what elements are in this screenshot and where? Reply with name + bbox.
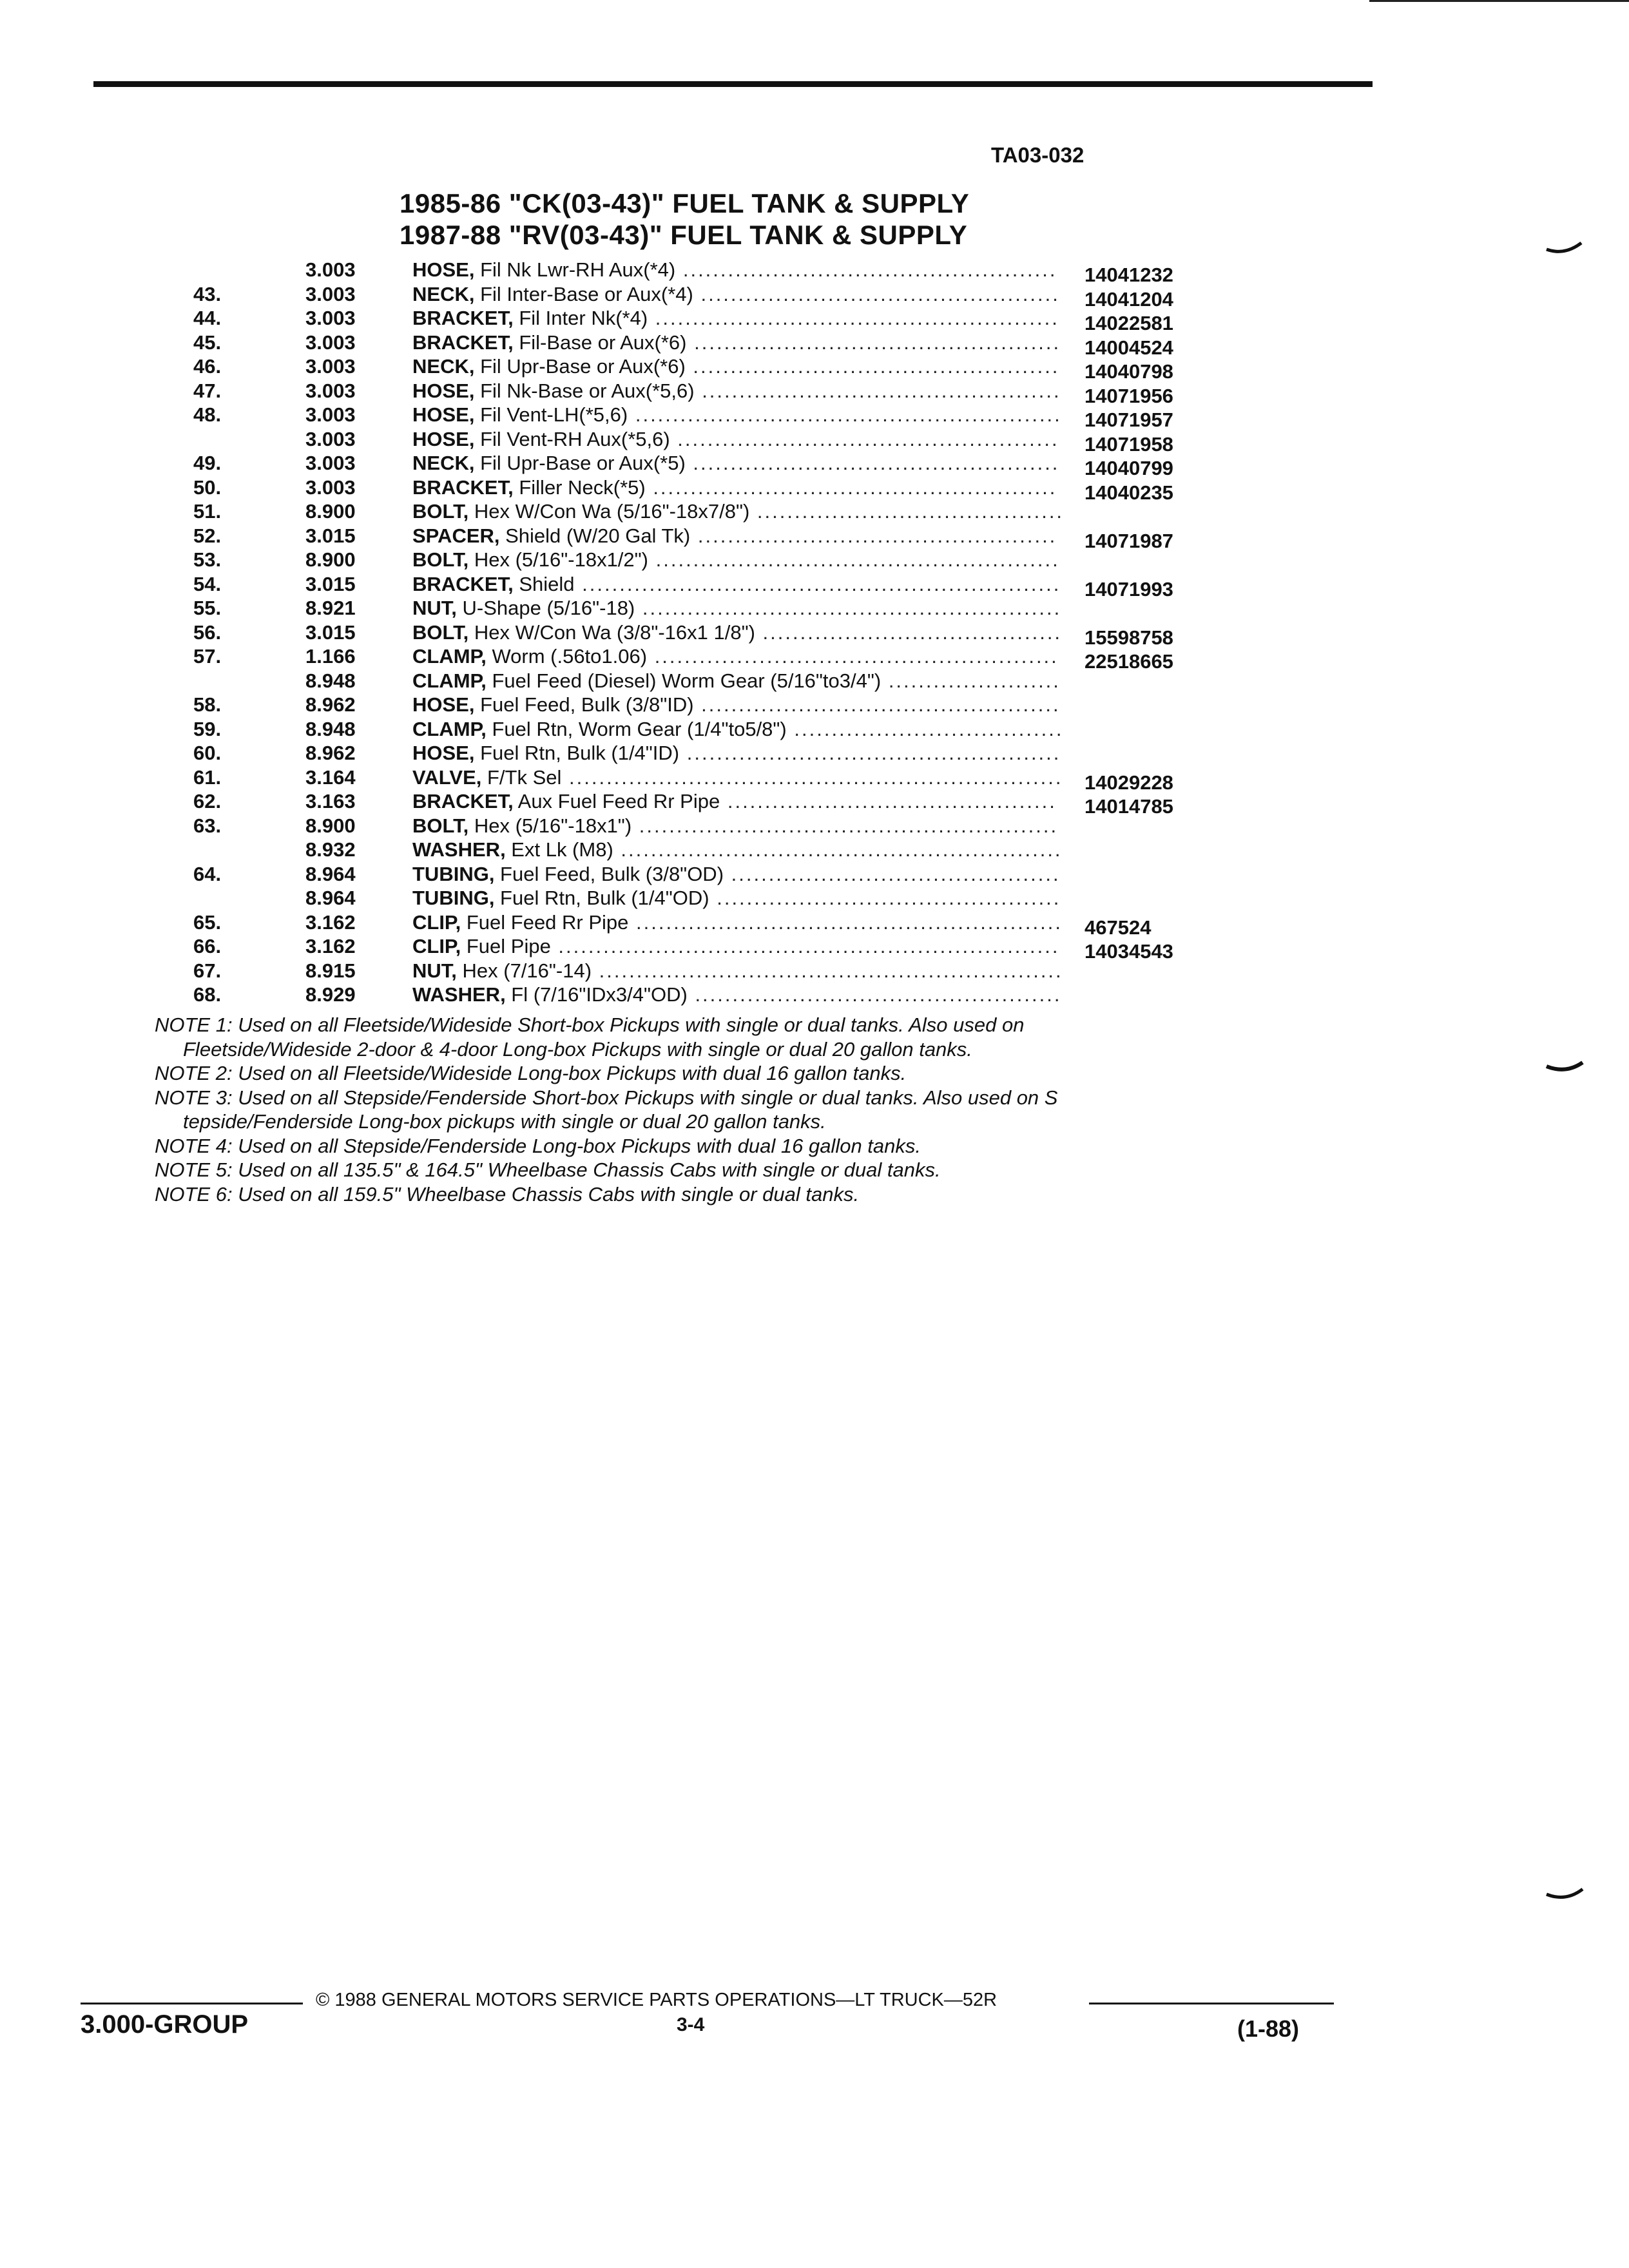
note-4: NOTE 4: Used on all Stepside/Fenderside Long-box Pickups with dual 16 gallon tanks. [155,1134,921,1157]
parts-row [0,572,1629,601]
item-number: 68. [193,983,222,1006]
item-number: 63. [193,814,222,837]
notes-block [155,1013,1057,1206]
page-title-2: 1987-88 "RV(03-43)" FUEL TANK & SUPPLY [400,220,968,250]
part-name: NECK, [412,452,475,474]
part-detail: Fil Upr-Base or Aux(*5) [474,452,686,474]
group-number: 8.900 [305,500,356,523]
part-name: WASHER, [412,983,506,1006]
part-name: BOLT, [412,814,469,837]
leader-dots: ........................................................ [635,597,1062,619]
part-detail: Ext Lk (M8) [505,838,613,861]
part-name: NECK, [412,282,475,305]
part-name: TUBING, [412,862,495,885]
part-name: HOSE, [412,258,475,281]
part-number: 22518665 [1084,650,1173,673]
part-description [412,983,1061,1006]
parts-row [0,959,1629,983]
group-number: 8.962 [305,693,356,716]
item-number: 43. [193,282,222,305]
part-description [412,572,1061,596]
parts-row [0,451,1629,479]
part-name: HOSE, [412,427,475,450]
parts-row [0,258,1629,286]
group-number: 3.003 [305,427,356,450]
part-number: 14071958 [1084,432,1173,456]
note-6: NOTE 6: Used on all 159.5" Wheelbase Chassis Cabs with single or dual tanks. [155,1182,860,1206]
part-description [412,499,1064,523]
footer-copyright: © 1988 GENERAL MOTORS SERVICE PARTS OPERATIONS—LT TRUCK—52R [316,1990,998,2010]
part-detail: Fuel Feed, Bulk (3/8"OD) [494,862,724,885]
item-number: 59. [193,717,222,740]
corner-rule [1369,0,1629,2]
part-description [412,959,1063,983]
part-description [412,596,1061,620]
part-detail: Hex (5/16"-18x1/2") [468,548,648,571]
part-description [412,476,1057,499]
part-description [412,354,1059,378]
part-description [412,258,1057,282]
item-number: 52. [193,524,222,547]
binder-mark-icon [1545,242,1584,256]
note-1: NOTE 1: Used on all Fleetside/Wideside Short-box Pickups with single or dual tanks. Also used on [155,1014,1025,1036]
leader-dots: ................................................ [690,524,1057,547]
group-number: 8.932 [305,838,356,861]
footer-group: 3.000-GROUP [81,2010,249,2039]
item-number: 67. [193,959,222,982]
parts-row [0,693,1629,717]
part-number: 14040798 [1084,360,1173,383]
parts-row [0,403,1629,431]
part-number: 14071993 [1084,577,1173,601]
leader-dots: ................................................................... [550,935,1060,957]
part-description [412,717,1063,741]
part-detail: Fil Inter-Base or Aux(*4) [474,282,693,305]
item-number: 65. [193,910,222,934]
group-number: 3.003 [305,452,356,474]
leader-dots: ................................................. [686,331,1061,354]
footer-rule-left [81,2003,303,2004]
item-number: 57. [193,645,222,668]
item-number: 53. [193,548,222,571]
part-detail: Shield (W/20 Gal Tk) [499,524,691,547]
part-name: HOSE, [412,379,475,402]
group-number: 8.900 [305,548,356,571]
group-number: 3.015 [305,524,356,547]
parts-row [0,620,1629,649]
item-number: 48. [193,403,222,426]
part-number: 14022581 [1084,312,1173,334]
part-name: CLIP, [412,910,461,934]
leader-dots: ................................................. [685,355,1060,378]
parts-row [0,862,1629,887]
group-number: 3.003 [305,403,356,426]
part-number: 15598758 [1084,626,1173,649]
leader-dots: ...................................................... [648,548,1060,571]
part-name: TUBING, [412,887,495,909]
part-description [412,765,1063,789]
group-number: 3.162 [305,910,356,934]
part-name: BOLT, [412,548,469,571]
part-detail: Fil-Base or Aux(*6) [513,331,687,354]
group-number: 3.003 [305,331,356,354]
part-detail: Fil Vent-RH Aux(*5,6) [474,427,670,450]
part-description [412,910,1063,934]
part-description [412,669,1061,693]
part-description [412,331,1061,354]
part-number: 467524 [1084,916,1152,939]
group-number: 3.003 [305,282,356,305]
leader-dots: ............................................ [724,862,1061,885]
part-description [412,524,1057,548]
part-description [412,934,1059,958]
parts-row [0,789,1629,818]
part-detail: Fuel Feed Rr Pipe [461,910,629,934]
part-detail: Fuel Rtn, Bulk (1/4"OD) [494,887,709,909]
group-number: 3.003 [305,355,356,378]
part-name: BRACKET, [412,331,514,354]
part-description [412,862,1061,886]
part-name: BRACKET, [412,307,514,329]
footer-revision: (1-88) [1237,2015,1300,2042]
parts-row [0,910,1629,939]
part-name: NUT, [412,597,457,619]
part-name: BRACKET, [412,790,514,812]
leader-dots: ...................................................... [648,307,1059,329]
leader-dots: .................................................. [679,742,1061,764]
item-number: 47. [193,379,222,402]
note-3: NOTE 3: Used on all Stepside/Fenderside Short-box Pickups with single or dual tanks. Also used on S [155,1086,1058,1109]
part-name: NECK, [412,355,475,378]
item-number: 55. [193,597,222,619]
item-number: 46. [193,355,222,378]
group-number: 3.015 [305,620,356,644]
leader-dots: ................................................. [687,983,1062,1006]
leader-dots: .............................................. [709,887,1061,909]
part-detail: Fuel Feed, Bulk (3/8"ID) [474,693,694,716]
parts-row [0,886,1629,910]
note-5: NOTE 5: Used on all 135.5" & 164.5" Wheelbase Chassis Cabs with single or dual tanks. [155,1158,941,1181]
binder-mark-icon [1545,1060,1584,1074]
parts-row [0,669,1629,693]
leader-dots: ...................................................... [645,476,1057,499]
parts-row [0,814,1629,838]
part-name: SPACER, [412,524,500,547]
item-number: 45. [193,331,222,354]
part-description [412,789,1057,813]
page-title-1: 1985-86 "CK(03-43)" FUEL TANK & SUPPLY [400,188,970,218]
part-description [412,814,1058,838]
leader-dots: .................................... [786,717,1064,740]
parts-row [0,983,1629,1007]
group-number: 8.964 [305,862,356,885]
part-description [412,644,1059,668]
part-description [412,693,1061,716]
parts-row [0,354,1629,383]
part-name: CLAMP, [412,669,487,692]
part-detail: Hex (7/16"-14) [456,959,592,982]
leader-dots: .................................................. [675,258,1057,281]
group-number: 3.003 [305,258,356,281]
part-number: 14071956 [1084,384,1173,407]
part-description [412,620,1062,644]
leader-dots: ................................................................ [574,572,1061,595]
part-detail: Fuel Feed (Diesel) Worm Gear (5/16"to3/4") [486,669,882,692]
part-detail: Aux Fuel Feed Rr Pipe [513,790,720,812]
leader-dots: .............................................................. [592,959,1063,982]
item-number: 54. [193,572,222,595]
note-3-cont: tepside/Fenderside Long-box pickups with single or dual 20 gallon tanks. [183,1110,826,1133]
part-name: NUT, [412,959,457,982]
group-number: 8.929 [305,983,356,1006]
parts-row [0,282,1629,311]
part-description [412,548,1060,572]
part-number: 14029228 [1084,771,1173,794]
item-number: 60. [193,742,222,764]
part-detail: Worm (.56to1.06) [486,645,648,668]
parts-row [0,934,1629,963]
parts-row [0,765,1629,794]
leader-dots: ................................................. [685,452,1060,474]
part-detail: Filler Neck(*5) [513,476,646,499]
item-number: 49. [193,452,222,474]
part-number: 14041232 [1084,264,1173,286]
leader-dots: ......................................................... [628,403,1062,426]
leader-dots: ......................................................... [628,910,1063,934]
part-detail: Fuel Rtn, Bulk (1/4"ID) [474,742,680,764]
leader-dots: ........................................ [755,620,1063,644]
part-description [412,379,1061,403]
part-detail: Fil Inter Nk(*4) [513,307,648,329]
leader-dots: ........................................................ [631,814,1059,837]
part-detail: Hex (5/16"-18x1") [468,814,632,837]
group-number: 3.015 [305,572,356,595]
part-name: CLIP, [412,935,461,957]
group-number: 3.003 [305,307,356,329]
parts-row [0,741,1629,765]
part-number: 14014785 [1084,795,1173,818]
part-detail: F/Tk Sel [481,765,562,789]
part-description [412,741,1061,765]
parts-row [0,331,1629,359]
note-2: NOTE 2: Used on all Fleetside/Wideside Long-box Pickups with dual 16 gallon tanks. [155,1062,907,1084]
leader-dots: ......................................... [749,500,1065,523]
part-detail: Fl (7/16"IDx3/4"OD) [505,983,688,1006]
group-number: 3.003 [305,476,356,499]
leader-dots: ....................... [881,669,1061,692]
part-number: 14071987 [1084,529,1173,552]
part-name: BOLT, [412,620,469,644]
part-description [412,306,1059,330]
part-description [412,282,1060,306]
part-detail: Fil Nk-Base or Aux(*5,6) [474,379,695,402]
footer-rule-right [1089,2003,1334,2004]
page-id: TA03-032 [991,143,1084,167]
part-detail: Hex W/Con Wa (3/8"-16x1 1/8") [468,620,755,644]
item-number: 66. [193,935,222,957]
item-number: 44. [193,307,222,329]
leader-dots: ................................................... [670,427,1059,450]
leader-dots: ...................................................... [647,645,1059,668]
part-number: 14071957 [1084,408,1173,431]
parts-row [0,524,1629,552]
group-number: 3.003 [305,379,356,402]
part-name: BRACKET, [412,476,514,499]
item-number: 64. [193,862,222,885]
item-number: 51. [193,500,222,523]
group-number: 8.948 [305,717,356,740]
leader-dots: ............................................ [720,790,1057,812]
item-number: 62. [193,790,222,812]
parts-row [0,379,1629,407]
part-detail: Fuel Rtn, Worm Gear (1/4"to5/8") [486,717,787,740]
parts-row [0,499,1629,524]
part-name: VALVE, [412,765,482,789]
part-detail: Fil Upr-Base or Aux(*6) [474,355,686,378]
parts-row [0,427,1629,456]
group-number: 8.921 [305,597,356,619]
parts-row [0,644,1629,673]
parts-row [0,717,1629,742]
leader-dots: ................................................ [694,379,1061,402]
parts-row [0,548,1629,572]
part-name: CLAMP, [412,645,487,668]
part-detail: Hex W/Con Wa (5/16"-18x7/8") [468,500,750,523]
part-number: 14040799 [1084,457,1173,479]
part-description [412,451,1059,475]
parts-row [0,596,1629,620]
item-number: 50. [193,476,222,499]
group-number: 8.962 [305,742,356,764]
item-number: 58. [193,693,222,716]
part-description [412,427,1059,451]
part-description [412,886,1061,910]
part-detail: Fil Vent-LH(*5,6) [474,403,628,426]
part-name: BRACKET, [412,572,514,595]
part-name: BOLT, [412,500,469,523]
group-number: 1.166 [305,645,356,668]
leader-dots: ................................................ [693,693,1061,716]
part-name: WASHER, [412,838,506,861]
leader-dots: ................................................ [693,282,1060,305]
item-number: 56. [193,620,222,644]
part-number: 14041204 [1084,287,1173,311]
part-name: HOSE, [412,403,475,426]
part-name: HOSE, [412,742,475,764]
binder-mark-icon [1545,1888,1584,1902]
group-number: 3.164 [305,765,356,789]
group-number: 3.162 [305,935,356,957]
group-number: 8.948 [305,669,356,692]
part-number: 14040235 [1084,481,1173,504]
group-number: 3.163 [305,790,356,812]
group-number: 8.915 [305,959,356,982]
part-name: CLAMP, [412,717,487,740]
leader-dots: ........................................................... [613,838,1063,861]
group-number: 8.964 [305,887,356,909]
part-detail: Fuel Pipe [461,935,551,957]
part-number: 14004524 [1084,336,1173,359]
item-number: 61. [193,765,222,789]
parts-row [0,838,1629,862]
note-1-cont: Fleetside/Wideside 2-door & 4-door Long-box Pickups with single or dual 20 gallon tanks. [183,1037,972,1061]
parts-list [0,258,1629,1007]
parts-row [0,306,1629,334]
parts-row [0,476,1629,504]
part-number: 14034543 [1084,940,1173,963]
header-rule [93,81,1373,87]
group-number: 8.900 [305,814,356,837]
part-detail: U-Shape (5/16"-18) [456,597,635,619]
footer-page-number: 3-4 [677,2014,705,2035]
part-description [412,838,1063,861]
part-detail: Fil Nk Lwr-RH Aux(*4) [474,258,676,281]
part-description [412,403,1062,427]
part-detail: Shield [513,572,575,595]
leader-dots: .................................................................. [561,765,1063,789]
part-name: HOSE, [412,693,475,716]
